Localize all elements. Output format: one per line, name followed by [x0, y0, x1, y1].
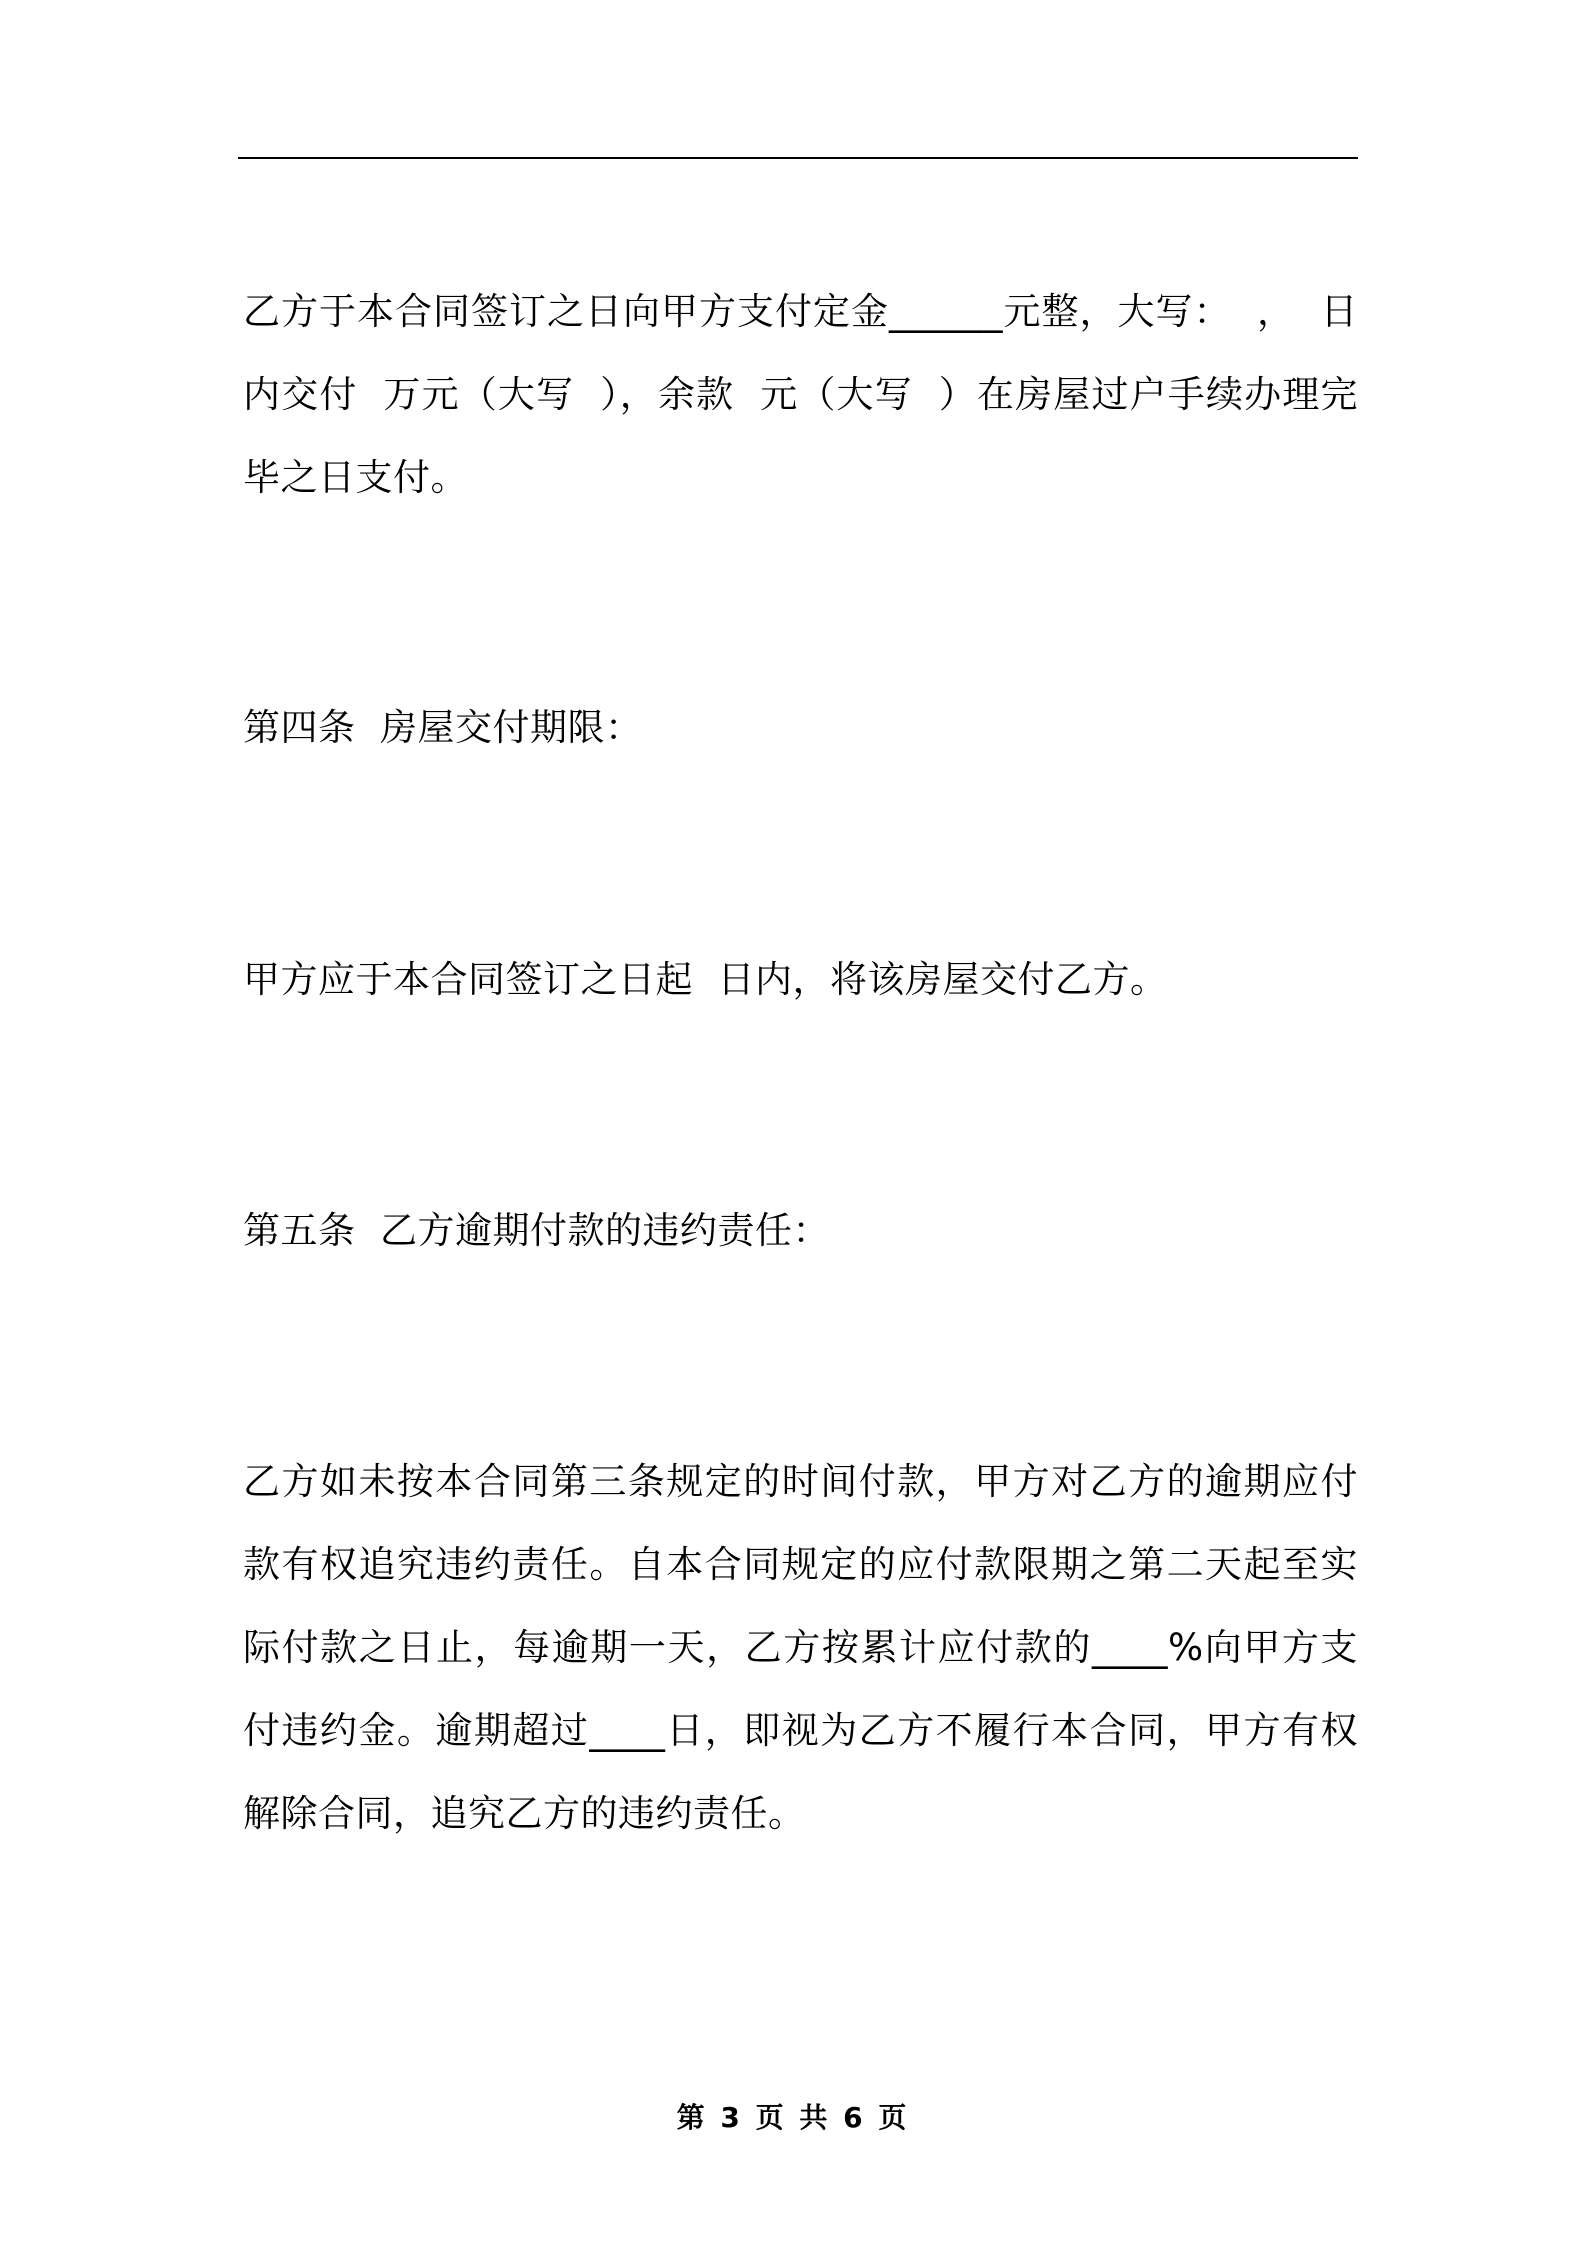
- paragraph-delivery-deadline: 甲方应于本合同签订之日起 日内，将该房屋交付乙方。: [243, 958, 1168, 1001]
- paragraph-late-payment-liability: 乙方如未按本合同第三条规定的时间付款，甲方对乙方的逾期应付款有权追究违约责任。自本合同规定的应付款限期之第二天起至实际付款之日止，每逾期一天，乙方按累计应付款的____%向甲方支付违约金。逾期超过____日，即视为乙方不履行本合同，甲方有权解除合同，追究乙方的违约责任。: [243, 1460, 1358, 1835]
- page-number: 第 3 页 共 6 页: [676, 2101, 910, 2134]
- header-rule: [238, 157, 1358, 159]
- heading-article-4: 第四条 房屋交付期限：: [243, 706, 643, 749]
- paragraph-deposit-payment: 乙方于本合同签订之日向甲方支付定金______元整，大写： ， 日内交付 万元（大写 ），余款 元（大写 ）在房屋过户手续办理完毕之日支付。: [243, 290, 1358, 499]
- heading-article-5: 第五条 乙方逾期付款的违约责任：: [243, 1209, 831, 1252]
